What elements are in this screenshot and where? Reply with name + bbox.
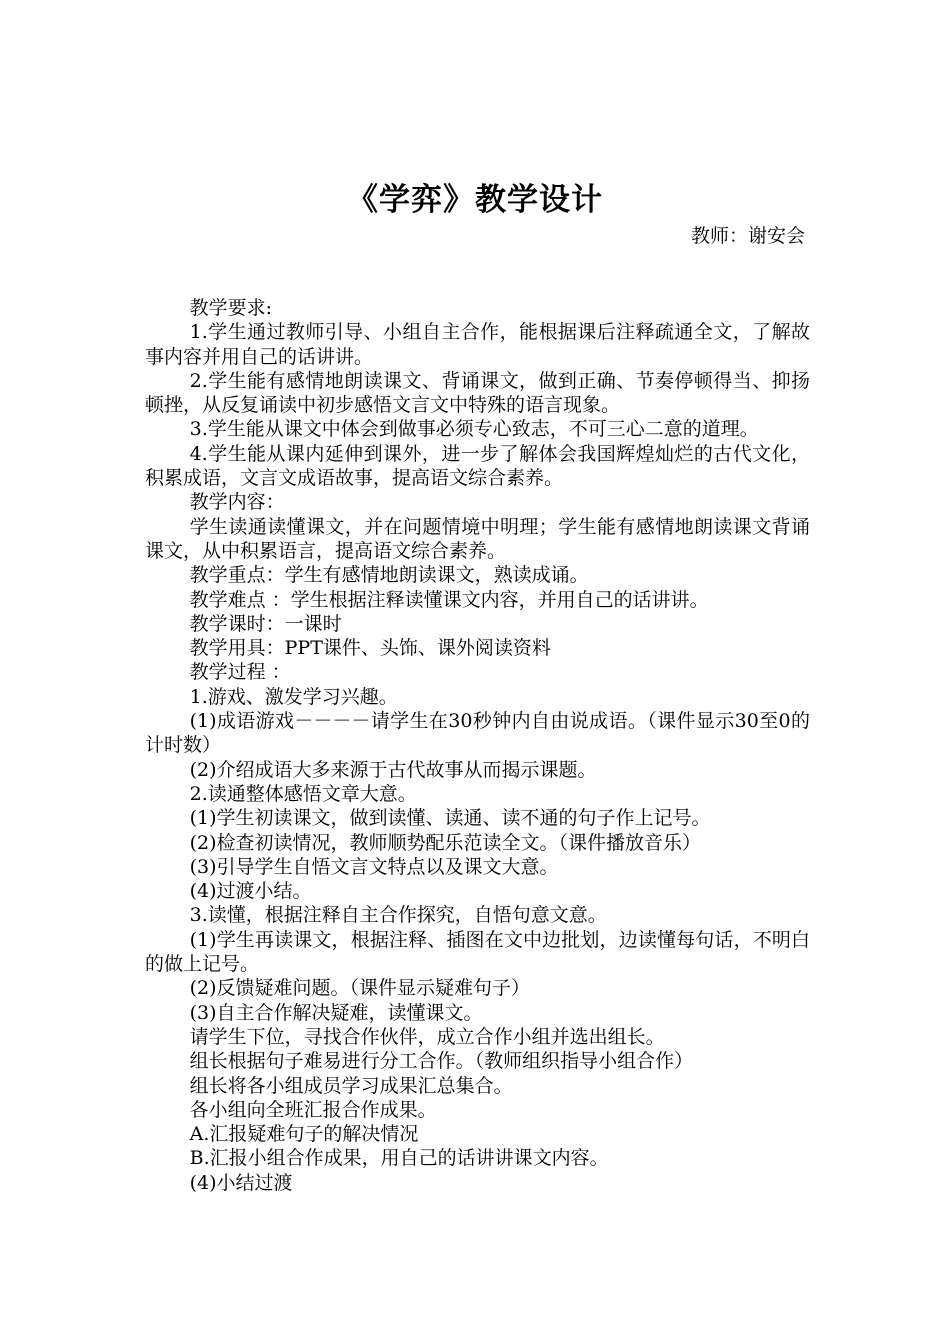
paragraph: (4)过渡小结。 [189, 880, 312, 903]
paragraph: 教学难点 ：学生根据注释读懂课文内容，并用自己的话讲讲。 [189, 588, 709, 611]
paragraph: 各小组向全班汇报合作成果。 [189, 1098, 437, 1121]
paragraph: A.汇报疑难句子的解决情况 [189, 1123, 419, 1146]
paragraph: 3.学生能从课文中体会到做事必须专心致志，不可三心二意的道理。 [189, 418, 759, 441]
paragraph: (3)自主合作解决疑难，读懂课文。 [189, 1001, 483, 1024]
paragraph: (4)小结过渡 [189, 1171, 293, 1194]
document-body [145, 296, 810, 1195]
author-line: 教师：谢安会 [690, 225, 805, 247]
paragraph: 教学用具：PPT课件、头饰、课外阅读资料 [189, 637, 551, 660]
paragraph: 2.读通整体感悟文章大意。 [189, 782, 417, 805]
paragraph: 组长将各小组成员学习成果汇总集合。 [189, 1074, 513, 1097]
document-title: 《学弈》教学设计 [347, 182, 603, 218]
paragraph: (1)学生初读课文，做到读懂、读通、读不通的句子作上记号。 [189, 807, 711, 830]
section-heading-content: 教学内容： [189, 491, 285, 514]
section-heading-requirements: 教学要求: [189, 297, 273, 319]
paragraph: 2.学生能有感情地朗读课文、背诵课文，做到正确、节奏停顿得当、抑扬顿挫，从反复诵读中初步感悟文言文中特殊的语言现象。 [145, 369, 810, 417]
paragraph: 3.读懂，根据注释自主合作探究，自悟句意文意。 [189, 904, 607, 927]
paragraph: (2)检查初读情况，教师顺势配乐范读全文。（课件播放音乐） [189, 831, 702, 854]
paragraph: 请学生下位，寻找合作伙伴，成立合作小组并选出组长。 [189, 1025, 665, 1048]
paragraph: 教学重点：学生有感情地朗读课文，熟读成诵。 [189, 564, 589, 587]
paragraph: 4.学生能从课内延伸到课外，进一步了解体会我国辉煌灿烂的古代文化，积累成语，文言文成语故事，提高语文综合素养。 [145, 442, 810, 490]
paragraph: 组长根据句子难易进行分工合作。（教师组织指导小组合作） [189, 1050, 694, 1073]
paragraph: 学生读通读懂课文，并在问题情境中明理；学生能有感情地朗读课文背诵课文，从中积累语言，提高语文综合素养。 [145, 515, 810, 562]
paragraph: 1.学生通过教师引导、小组自主合作，能根据课后注释疏通全文，了解故事内容并用自己的话讲讲。 [145, 321, 810, 368]
section-heading-process: 教学过程 ： [189, 661, 291, 684]
paragraph: 教学课时：一课时 [189, 612, 342, 635]
paragraph: (1)成语游戏－－－－请学生在30秒钟内自由说成语。（课件显示30至0的计时数） [145, 710, 810, 757]
paragraph: (3)引导学生自悟文言文特点以及课文大意。 [189, 855, 559, 878]
paragraph: (2)反馈疑难问题。（课件显示疑难句子） [189, 977, 531, 1000]
paragraph: 1.游戏、激发学习兴趣。 [189, 685, 398, 708]
paragraph: (2)介绍成语大多来源于古代故事从而揭示课题。 [189, 758, 597, 781]
paragraph: (1)学生再读课文，根据注释、插图在文中边批划，边读懂每句话，不明白的做上记号。 [145, 928, 810, 976]
paragraph: B.汇报小组合作成果，用自己的话讲讲课文内容。 [189, 1147, 609, 1170]
